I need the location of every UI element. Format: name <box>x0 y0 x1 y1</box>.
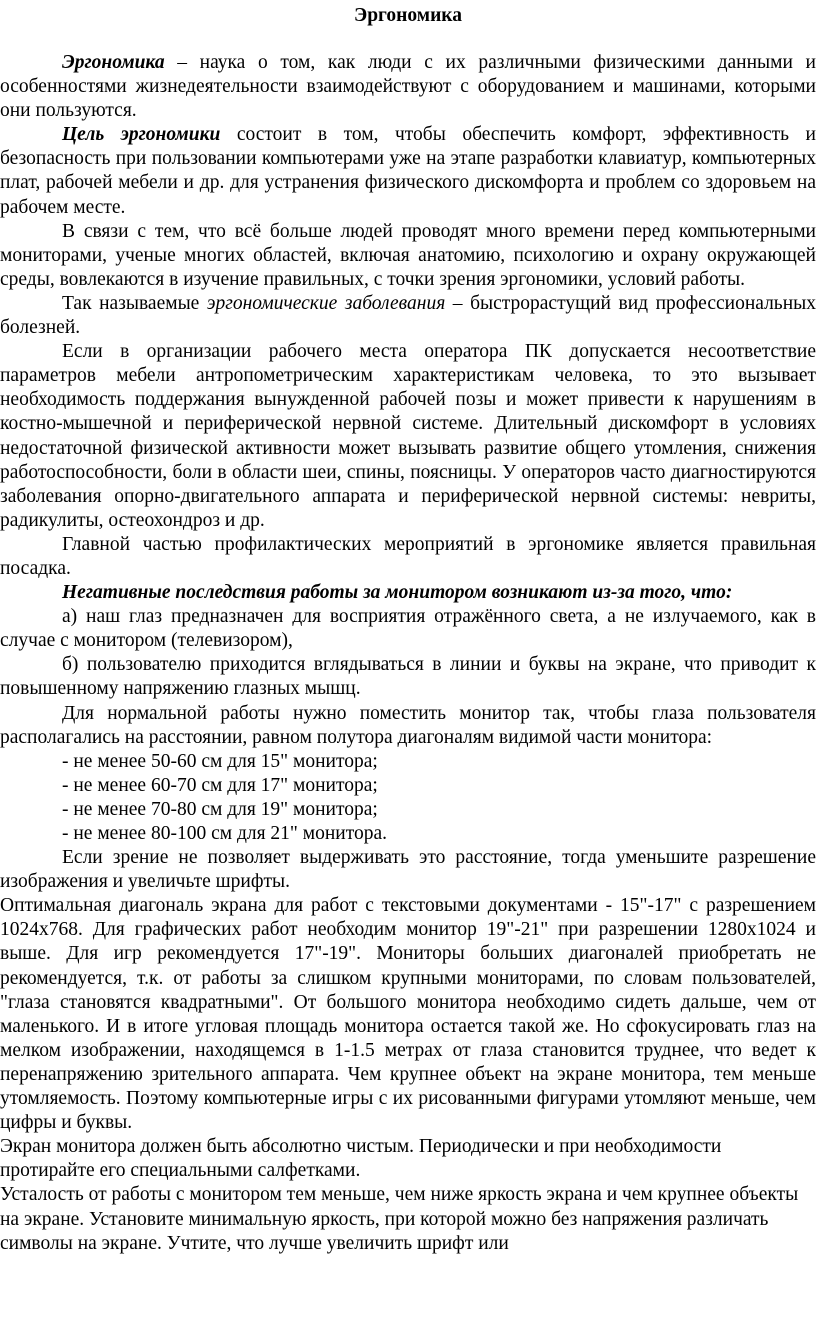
paragraph-resolution-intro: Если зрение не позволяет выдерживать это расстояние, тогда уменьшите разрешение изображения и увеличьте шрифты. <box>0 847 816 893</box>
paragraph-item-b: б) пользователю приходится вглядываться в линии и буквы на экране, что приводит к повышенному напряжению глазных мышц. <box>0 654 816 700</box>
list-item: - не менее 70-80 см для 19" монитора; <box>62 798 378 820</box>
paragraph-posture: Главной частью профилактических мероприятий в эргономике является правильная посадка. <box>0 533 816 579</box>
term-goal: Цель эргономики <box>62 124 221 146</box>
paragraph-brightness: Усталость от работы с монитором тем меньше, чем ниже яркость экрана и чем крупнее объекты на экране. Установите минимальную яркость, при которой можно без напряжения различать символы на экране. Учтите, что лучше увеличить шрифт или <box>0 1184 799 1254</box>
document-title: Эргономика <box>353 5 462 26</box>
paragraph-goal <box>0 123 816 219</box>
definition-text: – наука о том, как люди с их различными физическими данными и особенностями жизнедеятельности взаимодействуют с оборудованием и машинами, которыми они пользуются. <box>0 52 816 122</box>
paragraph-research: В связи с тем, что всё больше людей проводят много времени перед компьютерными мониторами, ученые многих областей, включая анатомию, психологию и охрану окружающей среды, вовлекаются в изучение правильных, с точки зрения эргономики, условий работы. <box>0 220 816 290</box>
paragraph-resolution: Оптимальная диагональ экрана для работ с текстовыми документами - 15"-17" с разрешением 1024x768. Для графических работ необходим монитор 19"-21" при разрешении 1280x1024 и выше. Для игр рекомендуется 17"-19". Мониторы больших диагоналей приобретать не рекомендуется, т.к. от работы за слишком крупными мониторами, по словам пользователей, "глаза становятся квадратными". От большого монитора необходимо сидеть дальше, чем от маленького. И в итоге угловая площадь монитора остается такой же. Но сфокусировать глаз на мелком изображении, находящемся в 1-1.5 метрах от глаза становится труднее, что ведет к перенапряжению зрительного аппарата. Чем крупнее объект на экране монитора, тем меньше утомляемость. Поэтому компьютерные игры с их рисованными фигурами утомляют меньше, чем цифры и буквы. <box>0 895 816 1134</box>
paragraph-item-a: а) наш глаз предназначен для восприятия отражённого света, а не излучаемого, как в случае с монитором (телевизором), <box>0 606 816 652</box>
diseases-before: Так называемые <box>62 292 207 314</box>
goal-text: состоит в том, чтобы обеспечить комфорт, эффективность и безопасность при пользовании компьютерами уже на этапе разработки клавиатур, компьютерных плат, рабочей мебели и др. для устранения физического дискомфорта и проблем со здоровьем на рабочем месте. <box>0 124 816 218</box>
term-diseases: эргономические заболевания <box>206 292 446 314</box>
list-item: - не менее 60-70 см для 17" монитора; <box>62 774 378 796</box>
term-ergonomics: Эргономика <box>62 52 165 73</box>
paragraph-clean-screen: Экран монитора должен быть абсолютно чистым. Периодически и при необходимости протирайте его специальными салфетками. <box>0 1136 722 1182</box>
paragraph-negative-heading: Негативные последствия работы за монитором возникают из-за того, что: <box>62 582 733 604</box>
list-item: - не менее 80-100 см для 21" монитора. <box>62 823 388 844</box>
paragraph-definition <box>0 51 816 123</box>
diseases-after: – быстрорастущий вид профессиональных болезней. <box>0 292 816 339</box>
paragraph-workplace: Если в организации рабочего места оператора ПК допускается несоответствие параметров мебели антропометрическим характеристикам человека, то это вызывает необходимость поддержания вынужденной рабочей позы и может привести к нарушениям в костно-мышечной и периферической нервной системе. Длительный дискомфорт в условиях недостаточной физической активности может вызывать развитие общего утомления, снижения работоспособности, боли в области шеи, спины, поясницы. У операторов часто диагностируются заболевания опорно-двигательного аппарата и периферической нервной системы: невриты, радикулиты, остеохондроз и др. <box>0 341 816 531</box>
paragraph-diseases <box>0 292 816 340</box>
list-item: - не менее 50-60 см для 15" монитора; <box>62 750 378 772</box>
document-body <box>0 51 816 1256</box>
paragraph-distance: Для нормальной работы нужно поместить монитор так, чтобы глаза пользователя располагались на расстоянии, равном полутора диагоналям видимой части монитора: <box>0 702 816 748</box>
